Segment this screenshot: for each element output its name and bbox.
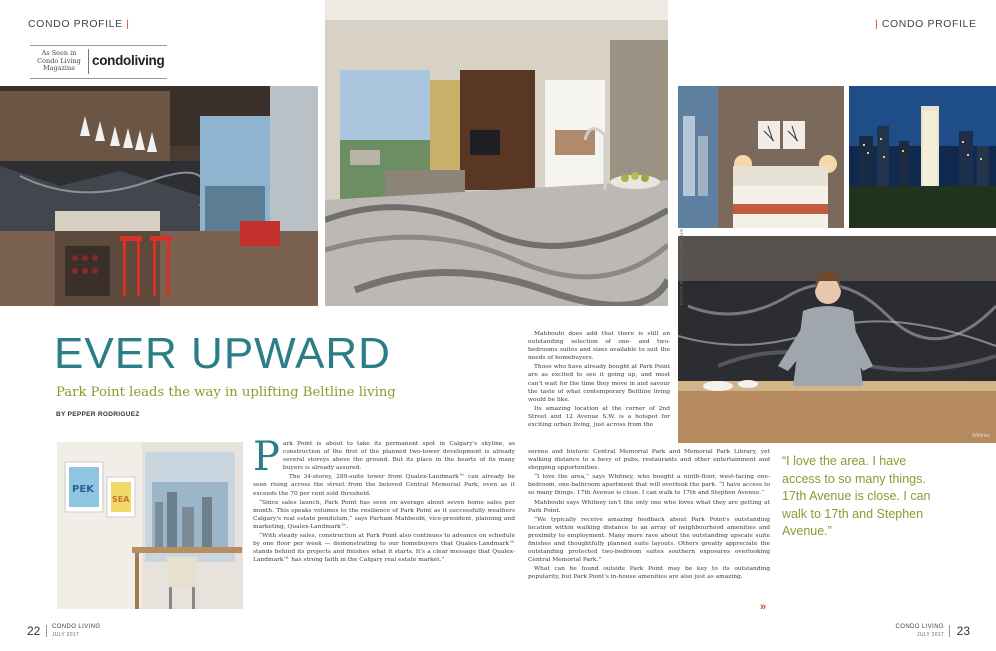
pull-quote: “I love the area. I have access to so many things. 17th Avenue is close. I can walk to 17th and Stephen Avenue.” <box>782 454 931 538</box>
article-column-2-wide <box>528 448 770 583</box>
footer-divider <box>949 625 950 637</box>
page-number-right: 23 <box>956 624 970 638</box>
footer-date-left: JULY 2017 <box>52 632 79 638</box>
tower-night-skyline-photo <box>849 86 996 228</box>
section-divider: | <box>126 18 130 30</box>
condoliving-logo: condoliving <box>92 53 165 68</box>
badge-divider <box>88 49 89 74</box>
article-paragraph: The 34-storey, 289-suite tower from Qualex-Landmark™ can already be seen rising across the street from the beloved Central Memorial Park, even as it exceeds the 70 per cent sold threshold. <box>253 474 515 497</box>
as-seen-in-line: Magazine <box>42 64 76 72</box>
article-paragraph: What can be found outside Park Point may be key to its outstanding popularity, but Park Point's in-house amenities are also just as amazing. <box>528 566 770 581</box>
svg-text:SEA: SEA <box>112 495 130 504</box>
article-paragraph: ark Point is about to take its permanent spot in Calgary's skyline, as construction of the first of the planned two-tower development is already several storeys above the ground. But its place in the hearts of its many buyers is already assured. <box>282 441 515 472</box>
article-column-1 <box>253 434 515 565</box>
footer-magazine-right: CONDO LIVING <box>895 624 944 630</box>
article-subtitle: Park Point leads the way in uplifting Beltline living <box>56 385 396 400</box>
kitchen-island-photo <box>0 86 318 306</box>
as-seen-in-text <box>34 50 84 73</box>
article-paragraph: Mahboubi does add that there is still an outstanding selection of one- and two-bedrooms suites and sizes available to suit the needs of homebuyers. <box>528 331 670 362</box>
article-paragraph: serene and historic Central Memorial Park and Memorial Park Library, yet walking distance to a bevy of pubs, restaurants and other entertainment and shopping opportunities. <box>528 449 770 472</box>
footer-date-right: JULY 2017 <box>917 632 944 638</box>
footer-magazine-left: CONDO LIVING <box>52 624 101 630</box>
svg-text:PEK: PEK <box>72 484 94 495</box>
article-paragraph: “I love the area,” says Whitney, who bought a ninth-floor, west-facing one-bedroom, one-bathroom apartment that will overlook the park. “I have access to so many things. 17th Avenue is close. I can walk to 17th and Stephen Avenue.” <box>528 474 770 497</box>
section-divider: | <box>875 18 882 30</box>
whitney-kitchen-photo <box>678 236 996 443</box>
as-seen-in-badge <box>30 45 167 79</box>
footer-divider <box>46 625 47 637</box>
section-label-left <box>28 18 130 30</box>
section-label-text: CONDO PROFILE <box>881 18 977 30</box>
marble-kitchen-livingroom-photo <box>325 0 668 306</box>
article-paragraph: “Since sales launch, Park Point has seen on average about seven home sales per month. This speaks volumes to the resilience of Park Point as it successfully weathers Calgary's real estate pendulum,” says Parham Mahboubi, vice-president, planning and marketing, Qualex-Landmark™. <box>253 499 515 530</box>
article-paragraph: Mahboubi says Whitney isn't the only one who loves what they are getting at Park Point. <box>528 499 770 514</box>
bedroom-photo <box>678 86 844 228</box>
dropcap-letter: P <box>253 434 280 480</box>
as-seen-in-line: Condo Living <box>37 56 81 65</box>
section-label-right <box>875 18 977 30</box>
article-title: EVER UPWARD <box>54 329 391 378</box>
footer-right <box>895 624 970 640</box>
as-seen-in-line: As Seen in <box>41 49 77 57</box>
article-paragraph: “We typically receive amazing feedback about Park Point's outstanding location within walking distance to an array of neighbourhood amenities and proximity to employment. Many more rave about the outstanding upscale suite finishes and thoughtfully planned suite layouts. Others greatly appreciate the outstanding protected two-bedroom suites southern exposures overlooking Central Memorial Park.” <box>528 516 770 564</box>
photo-credit: PHOTO BY DON MOLYNEAUX <box>680 228 685 305</box>
article-column-2-top <box>528 330 670 430</box>
article-paragraph: Its amazing location at the corner of 2nd Street and 12 Avenue S.W. is a hotspot for exciting urban living, just across from the <box>528 405 670 429</box>
article-byline: BY PEPPER RODRIGUEZ <box>56 411 140 418</box>
article-paragraph: Those who have already bought at Park Point are as excited to see it going up, and most can't wait for the time they move in and savour the taste of what contemporary Beltline living would be like. <box>528 364 670 403</box>
desk-nook-photo <box>57 442 243 609</box>
continue-arrow-icon: » <box>760 601 767 613</box>
section-label-text: CONDO PROFILE <box>28 18 123 30</box>
photo-caption: Whitney <box>971 433 990 439</box>
page-number-left: 22 <box>27 624 41 638</box>
article-paragraph: “With steady sales, construction at Park Point also continues to advance on schedule by one floor per week — demonstrating to our homebuyers that Qualex-Landmark™ stands behind its projects and finishes what it starts. It's a clear message that Qualex-Landmark™ has strong faith in the Calgary real estate market.” <box>253 533 515 564</box>
